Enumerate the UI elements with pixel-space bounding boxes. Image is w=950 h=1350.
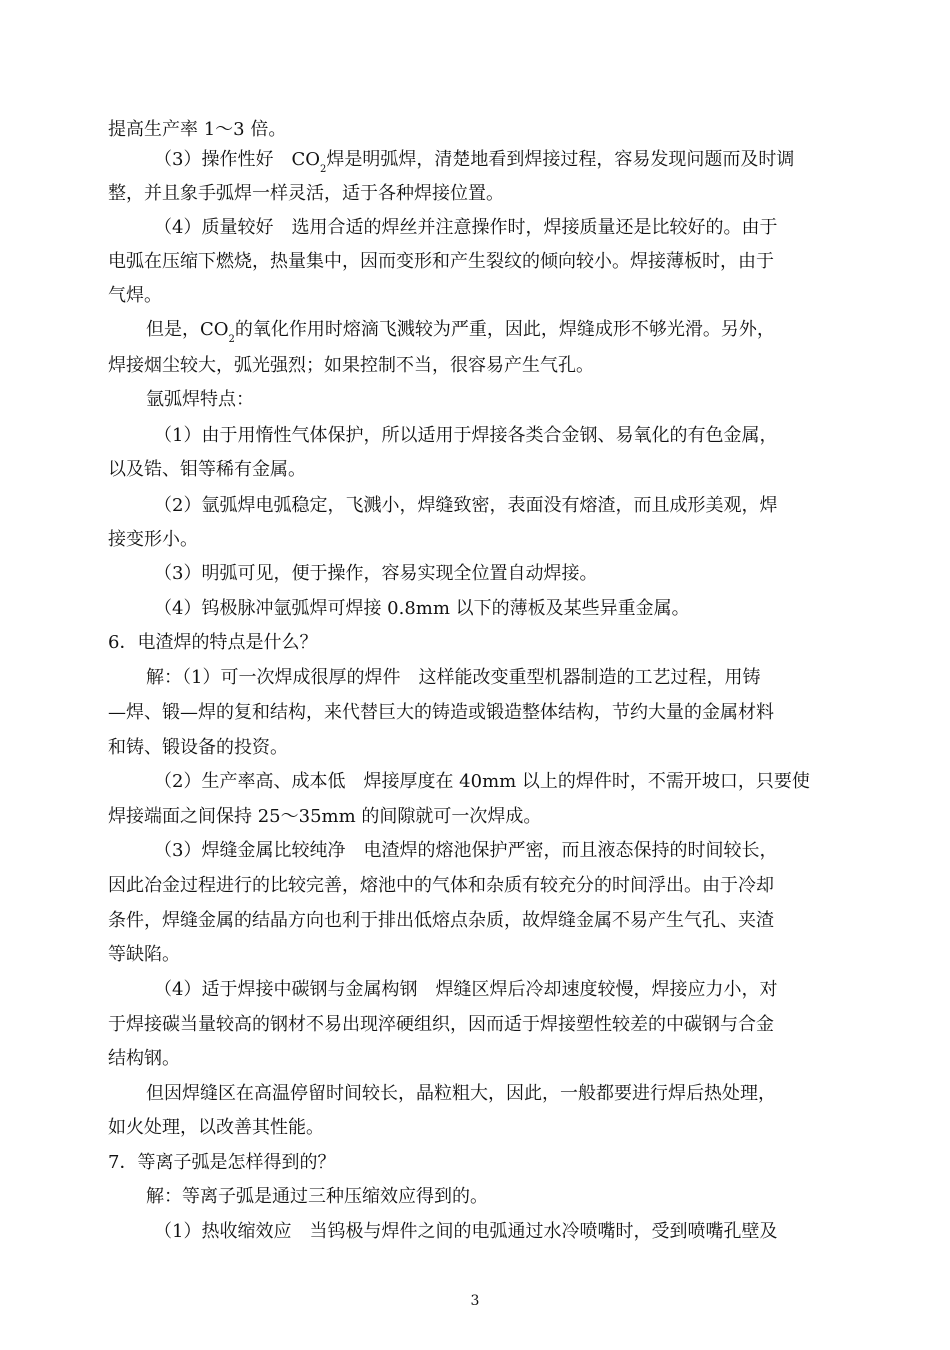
text-line: 提高生产率 1～3 倍。	[108, 119, 287, 140]
section-heading: 7．等离子弧是怎样得到的？	[108, 1152, 336, 1173]
text-line	[146, 318, 848, 342]
page-number: 3	[470, 1293, 480, 1309]
text-segment: 但是，CO	[146, 319, 229, 340]
text-line: （2）氩弧焊电弧稳定，飞溅小，焊缝致密，表面没有熔渣，而且成形美观，焊	[154, 495, 778, 516]
text-line: 整，并且象手弧焊一样灵活，适于各种焊接位置。	[108, 183, 504, 204]
subscript: 2	[319, 164, 327, 172]
text-line: 如火处理，以改善其性能。	[108, 1117, 324, 1138]
text-line: 接变形小。	[108, 529, 198, 550]
section-heading: 6．电渣焊的特点是什么？	[108, 632, 318, 653]
text-segment: 焊是明弧焊，清楚地看到焊接过程，容易发现问题而及时调	[326, 149, 795, 170]
text-line: （3）焊缝金属比较纯净 电渣焊的熔池保护严密，而且液态保持的时间较长，	[154, 840, 778, 861]
text-line: 结构钢。	[108, 1048, 180, 1069]
text-line: （3）明弧可见，便于操作，容易实现全位置自动焊接。	[154, 563, 598, 584]
text-line: 于焊接碳当量较高的钢材不易出现淬硬组织，因而适于焊接塑性较差的中碳钢与合金	[108, 1014, 774, 1035]
text-line: （1）热收缩效应 当钨极与焊件之间的电弧通过水冷喷嘴时，受到喷嘴孔壁及	[154, 1221, 778, 1242]
text-segment: （3）操作性好 CO	[154, 149, 320, 170]
text-line: 因此冶金过程进行的比较完善，熔池中的气体和杂质有较充分的时间浮出。由于冷却	[108, 875, 774, 896]
text-line: 电弧在压缩下燃烧，热量集中，因而变形和产生裂纹的倾向较小。焊接薄板时，由于	[108, 251, 774, 272]
text-line: 焊接端面之间保持 25～35mm 的间隙就可一次焊成。	[108, 806, 542, 827]
text-line: 气焊。	[108, 285, 162, 306]
text-line: 解：等离子弧是通过三种压缩效应得到的。	[146, 1186, 488, 1207]
subscript: 2	[228, 334, 235, 342]
text-line: 但因焊缝区在高温停留时间较长，晶粒粗大，因此，一般都要进行焊后热处理，	[146, 1083, 776, 1104]
text-line: 和铸、锻设备的投资。	[108, 737, 288, 758]
text-line: （4）钨极脉冲氩弧焊可焊接 0.8mm 以下的薄板及某些异重金属。	[154, 598, 690, 619]
text-line	[154, 148, 848, 172]
text-line: 氩弧焊特点：	[146, 389, 254, 410]
text-line: （1）由于用惰性气体保护，所以适用于焊接各类合金钢、易氧化的有色金属，	[154, 425, 778, 446]
text-line: —焊、锻—焊的复和结构，来代替巨大的铸造或锻造整体结构，节约大量的金属材料	[108, 702, 774, 723]
text-line: （4）质量较好 选用合适的焊丝并注意操作时，焊接质量还是比较好的。由于	[154, 217, 778, 238]
text-line: 焊接烟尘较大，弧光强烈；如果控制不当，很容易产生气孔。	[108, 355, 594, 376]
text-segment: 的氧化作用时熔滴飞溅较为严重，因此，焊缝成形不够光滑。另外，	[234, 319, 775, 340]
text-line: （4）适于焊接中碳钢与金属构钢 焊缝区焊后冷却速度较慢，焊接应力小，对	[154, 979, 778, 1000]
text-line: 等缺陷。	[108, 944, 180, 965]
text-line: （2）生产率高、成本低 焊接厚度在 40mm 以上的焊件时，不需开坡口，只要使	[154, 771, 810, 792]
text-line: 以及锆、钼等稀有金属。	[108, 459, 306, 480]
text-line: 解：（1）可一次焊成很厚的焊件 这样能改变重型机器制造的工艺过程，用铸	[146, 667, 761, 688]
text-line: 条件，焊缝金属的结晶方向也利于排出低熔点杂质，故焊缝金属不易产生气孔、夹渣	[108, 910, 774, 931]
